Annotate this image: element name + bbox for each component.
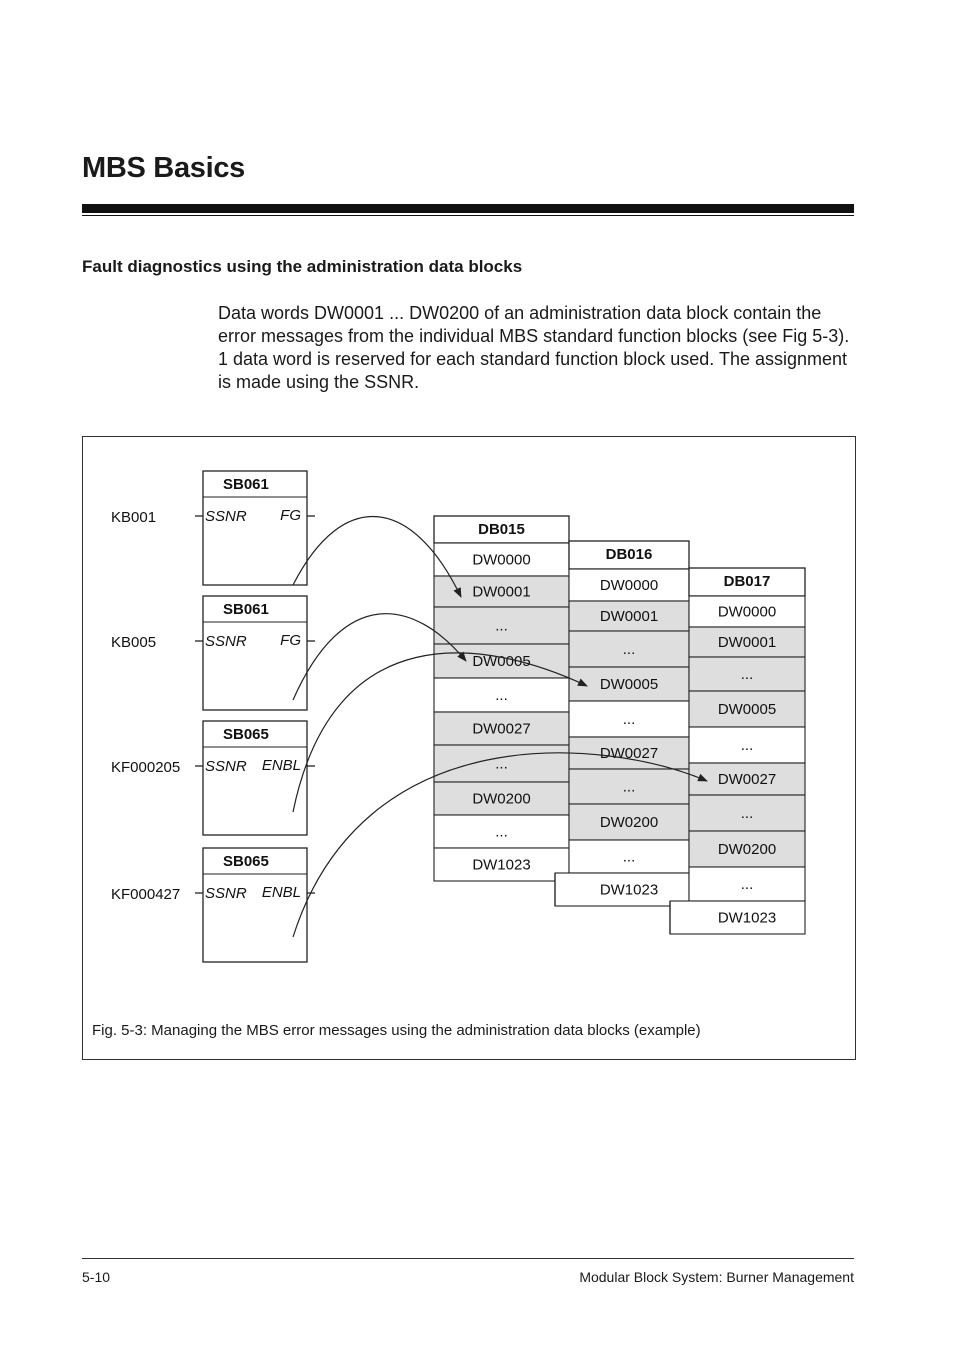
db-word-label: DW0005	[599, 676, 659, 693]
db-word-label: ...	[495, 687, 508, 704]
db-word-label: DW0001	[472, 583, 531, 601]
body-paragraph: Data words DW0001 ... DW0200 of an administration data block contain the error messages from the individual MBS standard function blocks (see Fig 5-3). 1 data word is reserved for each standard function block used. The assignment is made using the SSNR.	[218, 303, 850, 392]
sb-output-pin: FG	[280, 507, 301, 524]
sb-name: SB065	[223, 726, 269, 743]
sb-output-pin: ENBL	[261, 884, 301, 901]
db-word-label: DW0200	[599, 814, 659, 831]
db-word-label: DW0000	[717, 603, 777, 621]
db-word-label: DW0001	[599, 608, 659, 625]
sb-input-pin: SSNR	[205, 508, 247, 525]
db-word-label: ...	[622, 711, 636, 728]
db-word-label: ...	[622, 778, 636, 796]
title-rule-thick	[82, 204, 854, 213]
sb-parameter-label: KF000205	[111, 759, 181, 776]
db-word-label: DW0000	[472, 551, 531, 569]
sb-parameter-label: KF000427	[111, 886, 181, 903]
figure-diagram	[83, 437, 855, 1059]
db-name: DB017	[723, 573, 771, 590]
db-word-label: ...	[495, 755, 508, 773]
db-word-label: DW0200	[717, 841, 777, 858]
db-word-label: ...	[740, 737, 754, 754]
db-word-label: DW0027	[472, 720, 531, 738]
db-word-label: DW0027	[717, 771, 777, 788]
sb-name: SB061	[223, 476, 269, 493]
document-name: Modular Block System: Burner Management	[579, 1269, 854, 1285]
db-word-label: ...	[740, 666, 754, 683]
db-word-label: ...	[740, 805, 754, 822]
db-word-label: DW0005	[717, 701, 777, 718]
db-word-label: DW0200	[472, 790, 531, 808]
db-word-label: DW1023	[717, 909, 777, 927]
db-name: DB015	[478, 521, 525, 538]
db-word-label: DW0000	[599, 577, 659, 594]
footer-rule	[82, 1258, 854, 1259]
db-name: DB016	[605, 546, 653, 563]
figure-caption: Fig. 5-3: Managing the MBS error messages using the administration data blocks (example)	[92, 1022, 701, 1039]
section-heading: Fault diagnostics using the administration data blocks	[82, 257, 523, 276]
db-word-label: DW0027	[599, 745, 659, 762]
db-word-label: ...	[495, 823, 508, 841]
sb-name: SB065	[223, 853, 269, 870]
db-word-label: DW0005	[472, 653, 531, 670]
figure-frame	[82, 436, 856, 1060]
db-word-label: DW0001	[717, 634, 777, 651]
sb-parameter-label: KB005	[111, 634, 157, 651]
sb-output-pin: FG	[280, 632, 301, 649]
db-word-label: ...	[622, 848, 636, 866]
sb-input-pin: SSNR	[205, 758, 247, 775]
db-word-label: ...	[495, 617, 508, 635]
sb-parameter-label: KB001	[111, 509, 157, 526]
sb-input-pin: SSNR	[205, 633, 247, 650]
sb-output-pin: ENBL	[261, 757, 301, 774]
db-word-label: DW1023	[599, 881, 659, 899]
page-number: 5-10	[82, 1269, 111, 1285]
db-word-label: ...	[740, 876, 754, 893]
page-title: MBS Basics	[82, 152, 246, 184]
db-word-label: ...	[622, 641, 636, 658]
sb-name: SB061	[223, 601, 269, 618]
sb-input-pin: SSNR	[205, 885, 247, 902]
title-rule-thin	[82, 215, 854, 216]
db-word-label: DW1023	[472, 856, 531, 874]
